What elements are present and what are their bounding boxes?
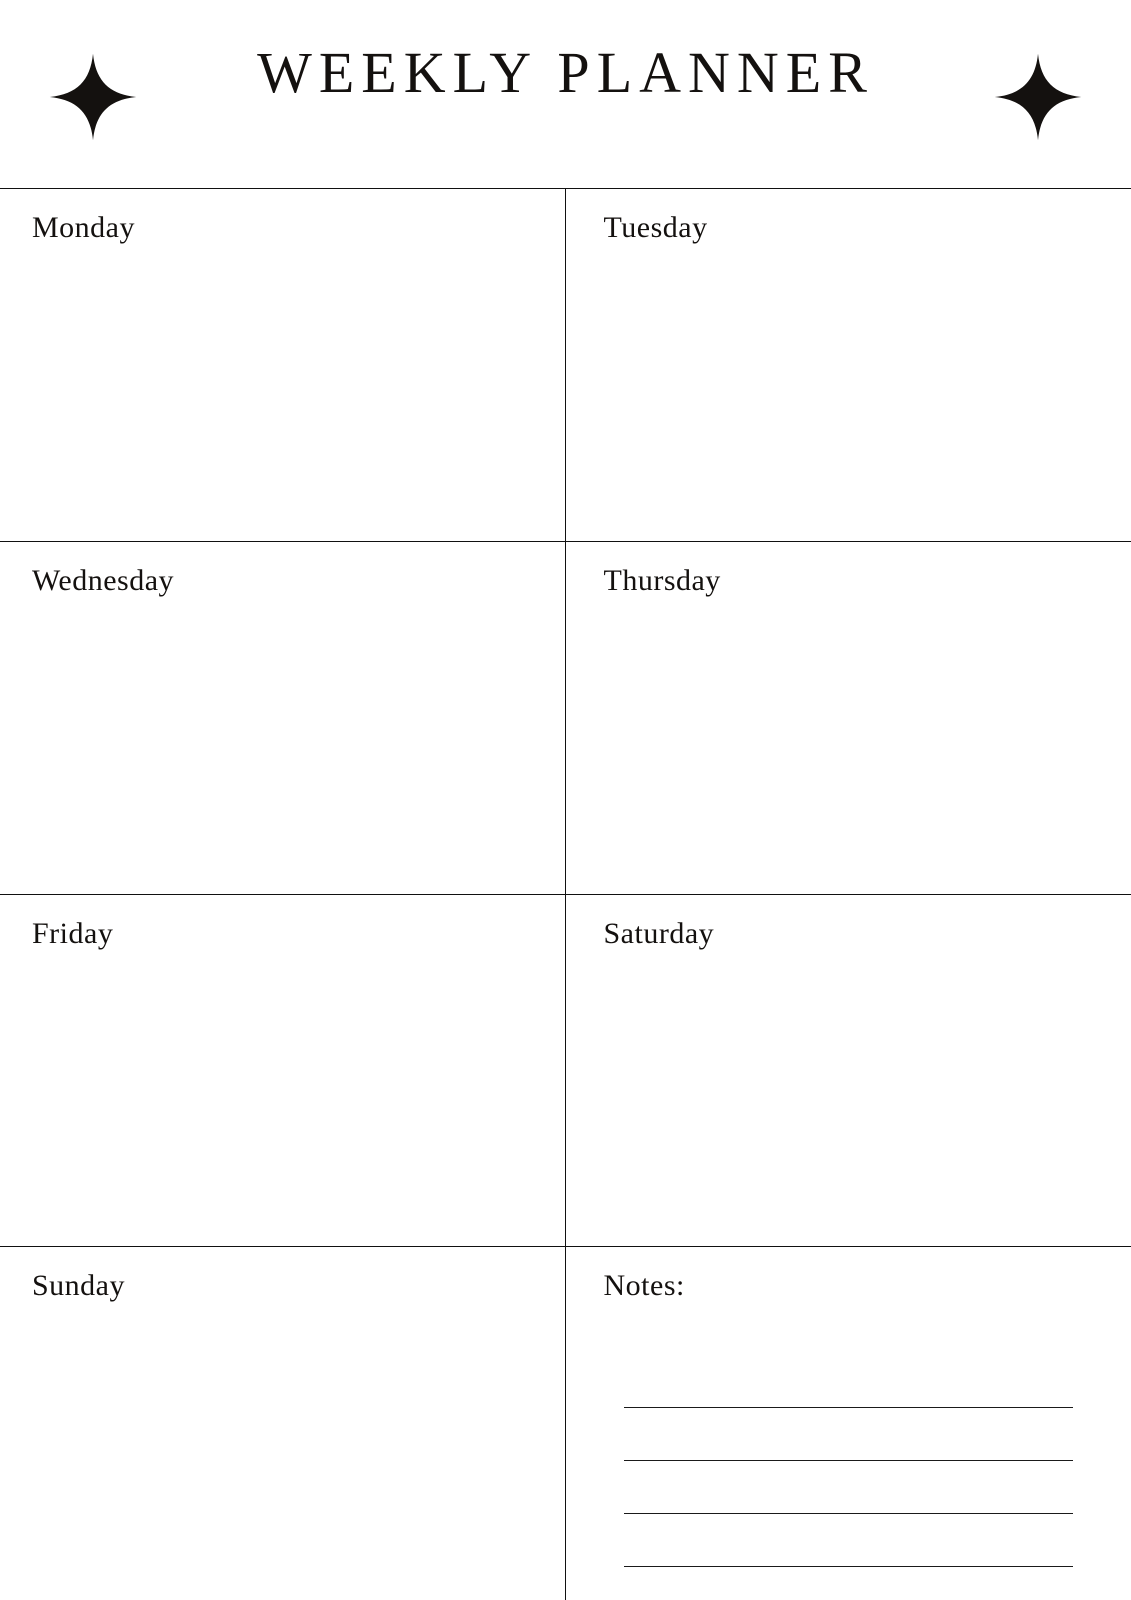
day-label-wednesday: Wednesday [32,563,175,597]
day-cell-saturday[interactable] [566,895,1131,1248]
sparkle-icon [48,52,138,142]
notes-write-line[interactable] [624,1408,1074,1461]
notes-lines [624,1355,1074,1567]
day-label-saturday: Saturday [603,916,715,950]
day-label-sunday: Sunday [32,1269,125,1303]
day-cell-wednesday[interactable] [0,542,566,895]
page-title: WEEKLY PLANNER [257,39,874,105]
notes-write-line[interactable] [624,1461,1074,1514]
day-cell-thursday[interactable] [566,542,1131,895]
day-cell-friday[interactable] [0,895,566,1248]
sparkle-icon [993,52,1083,142]
notes-cell[interactable] [566,1247,1131,1600]
day-cell-tuesday[interactable] [566,189,1131,542]
day-cell-monday[interactable] [0,189,566,542]
day-label-thursday: Thursday [603,563,721,597]
day-label-tuesday: Tuesday [603,211,708,244]
day-label-monday: Monday [32,211,135,244]
day-cell-sunday[interactable] [0,1247,566,1600]
page-header [0,0,1131,188]
notes-label: Notes: [603,1269,685,1303]
notes-write-line[interactable] [624,1355,1074,1408]
planner-grid [0,188,1131,1600]
day-label-friday: Friday [32,916,114,950]
notes-write-line[interactable] [624,1514,1074,1567]
